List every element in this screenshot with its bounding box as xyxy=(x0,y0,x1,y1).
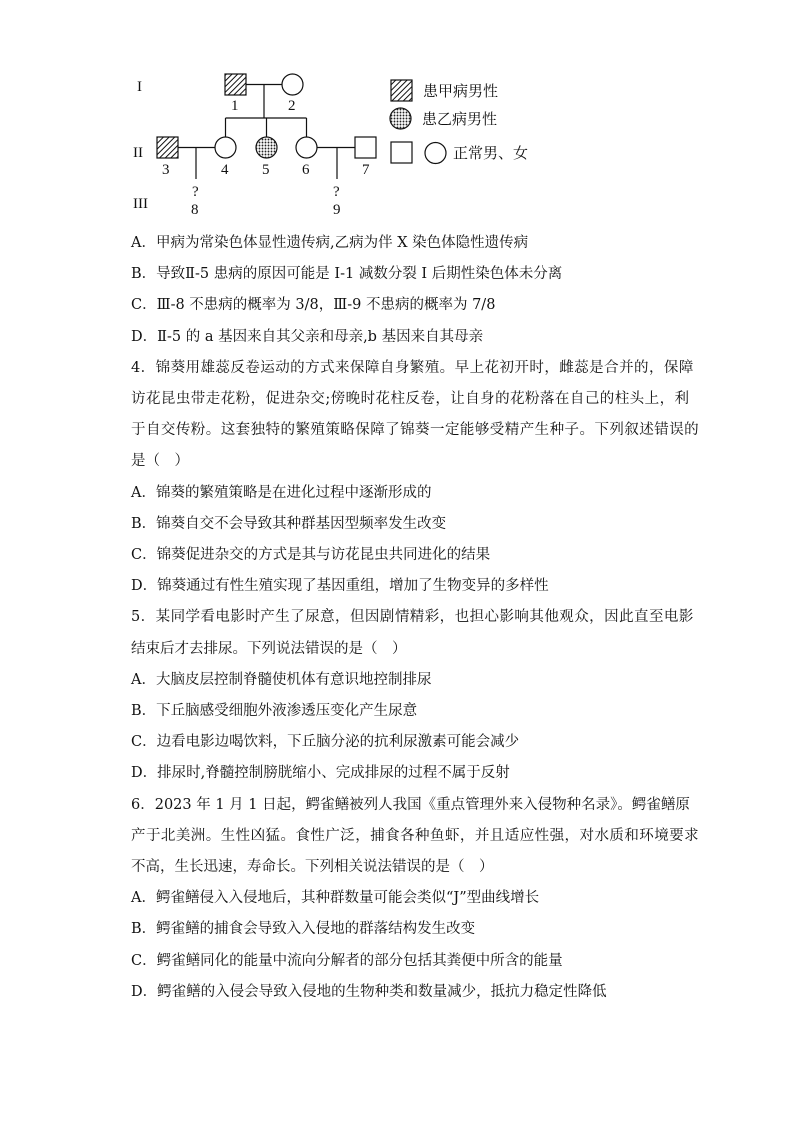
q4-stem-line-3: 于自交传粉。这套独特的繁殖策略保障了锦葵一定能够受精产生种子。下列叙述错误的 xyxy=(131,422,700,439)
q5-option-d: D．排尿时,脊髓控制膀胱缩小、完成排尿的过程不属于反射 xyxy=(131,765,510,782)
q4-option-a: A．锦葵的繁殖策略是在进化过程中逐渐形成的 xyxy=(131,484,432,501)
individual-3-affected-male-a xyxy=(157,137,178,158)
q5-option-c: C．边看电影边喝饮料，下丘脑分泌的抗利尿激素可能会减少 xyxy=(131,734,520,751)
legend-swatch-disease-a-male xyxy=(391,80,412,101)
q5-option-a: A．大脑皮层控制脊髓使机体有意识地控制排尿 xyxy=(131,671,432,688)
q3-option-d: D．Ⅱ-5 的 a 基因来自其父亲和母亲,b 基因来自其母亲 xyxy=(131,328,484,345)
q6-stem-line-1: 6．2023 年 1 月 1 日起，鳄雀鳝被列人我国《重点管理外来入侵物种名录》。鳄雀鳝原 xyxy=(131,796,690,813)
member-number-5: 5 xyxy=(262,162,270,178)
member-number-6: 6 xyxy=(302,162,310,178)
unknown-mark-9: ? xyxy=(333,184,340,200)
member-number-9: 9 xyxy=(333,202,341,218)
legend-swatch-normal-male xyxy=(391,142,412,163)
member-number-4: 4 xyxy=(221,162,229,178)
legend-label-disease-b: 患乙病男性 xyxy=(422,110,498,128)
individual-6-normal-female xyxy=(296,137,317,158)
individual-2-normal-female xyxy=(282,74,303,95)
unknown-mark-8: ? xyxy=(192,184,199,200)
q6-option-b: B．鳄雀鳝的捕食会导致入入侵地的群落结构发生改变 xyxy=(131,921,476,938)
legend-label-disease-a: 患甲病男性 xyxy=(423,82,499,100)
question-content xyxy=(131,228,700,1008)
q6-option-c: C．鳄雀鳝同化的能量中流向分解者的部分包括其粪便中所含的能量 xyxy=(131,952,563,969)
q4-option-d: D．锦葵通过有性生殖实现了基因重组，增加了生物变异的多样性 xyxy=(131,578,549,595)
individual-5-affected-b xyxy=(256,137,277,158)
pedigree-chart xyxy=(0,0,794,228)
q5-stem-line-1: 5．某同学看电影时产生了尿意，但因剧情精彩，也担心影响其他观众，因此直至电影 xyxy=(131,609,694,626)
q6-stem-line-2: 产于北美洲。生性凶猛。食性广泛，捕食各种鱼虾，并且适应性强，对水质和环境要求 xyxy=(131,827,700,844)
q4-option-b: B．锦葵自交不会导致其种群基因型频率发生改变 xyxy=(131,515,447,532)
individual-4-normal-female xyxy=(215,137,236,158)
q6-option-d: D．鳄雀鳝的入侵会导致入侵地的生物种类和数量减少，抵抗力稳定性降低 xyxy=(131,983,607,1000)
member-number-3: 3 xyxy=(162,162,170,178)
q5-stem-line-2: 结束后才去排尿。下列说法错误的是（ ） xyxy=(131,640,407,657)
legend-label-normal: 正常男、女 xyxy=(453,144,529,162)
q4-option-c: C．锦葵促进杂交的方式是其与访花昆虫共同进化的结果 xyxy=(131,547,491,564)
individual-7-normal-male xyxy=(355,137,376,158)
q4-stem-line-2: 访花昆虫带走花粉，促进杂交;傍晚时花柱反卷，让自身的花粉落在自己的柱头上，利 xyxy=(131,391,690,408)
q3-option-a: A．甲病为常染色体显性遗传病,乙病为伴 X 染色体隐性遗传病 xyxy=(131,235,529,251)
member-number-7: 7 xyxy=(362,162,370,178)
q3-option-b: B．导致Ⅱ-5 患病的原因可能是 I-1 减数分裂 I 后期性染色体未分离 xyxy=(131,266,563,283)
member-number-2: 2 xyxy=(288,98,296,114)
q5-option-b: B．下丘脑感受细胞外液渗透压变化产生尿意 xyxy=(131,703,418,720)
generation-label-3: III xyxy=(133,196,148,212)
individual-1-affected-male-a xyxy=(225,74,246,95)
legend-swatch-disease-b xyxy=(390,108,411,129)
generation-label-1: I xyxy=(137,79,142,95)
q3-option-c: C．Ⅲ-8 不患病的概率为 3/8，Ⅲ-9 不患病的概率为 7/8 xyxy=(131,297,496,314)
q6-option-a: A．鳄雀鳝侵入入侵地后，其种群数量可能会类似“J”型曲线增长 xyxy=(131,890,540,907)
q6-stem-line-3: 不高，生长迅速，寿命长。下列相关说法错误的是（ ） xyxy=(131,859,494,876)
generation-label-2: II xyxy=(133,145,143,161)
legend-swatch-normal-female xyxy=(425,143,446,164)
q4-stem-line-1: 4．锦葵用雄蕊反卷运动的方式来保障自身繁殖。早上花初开时，雌蕊是合并的，保障 xyxy=(131,359,694,376)
member-number-1: 1 xyxy=(231,98,239,114)
member-number-8: 8 xyxy=(191,202,199,218)
q4-stem-line-4: 是（ ） xyxy=(131,453,189,470)
